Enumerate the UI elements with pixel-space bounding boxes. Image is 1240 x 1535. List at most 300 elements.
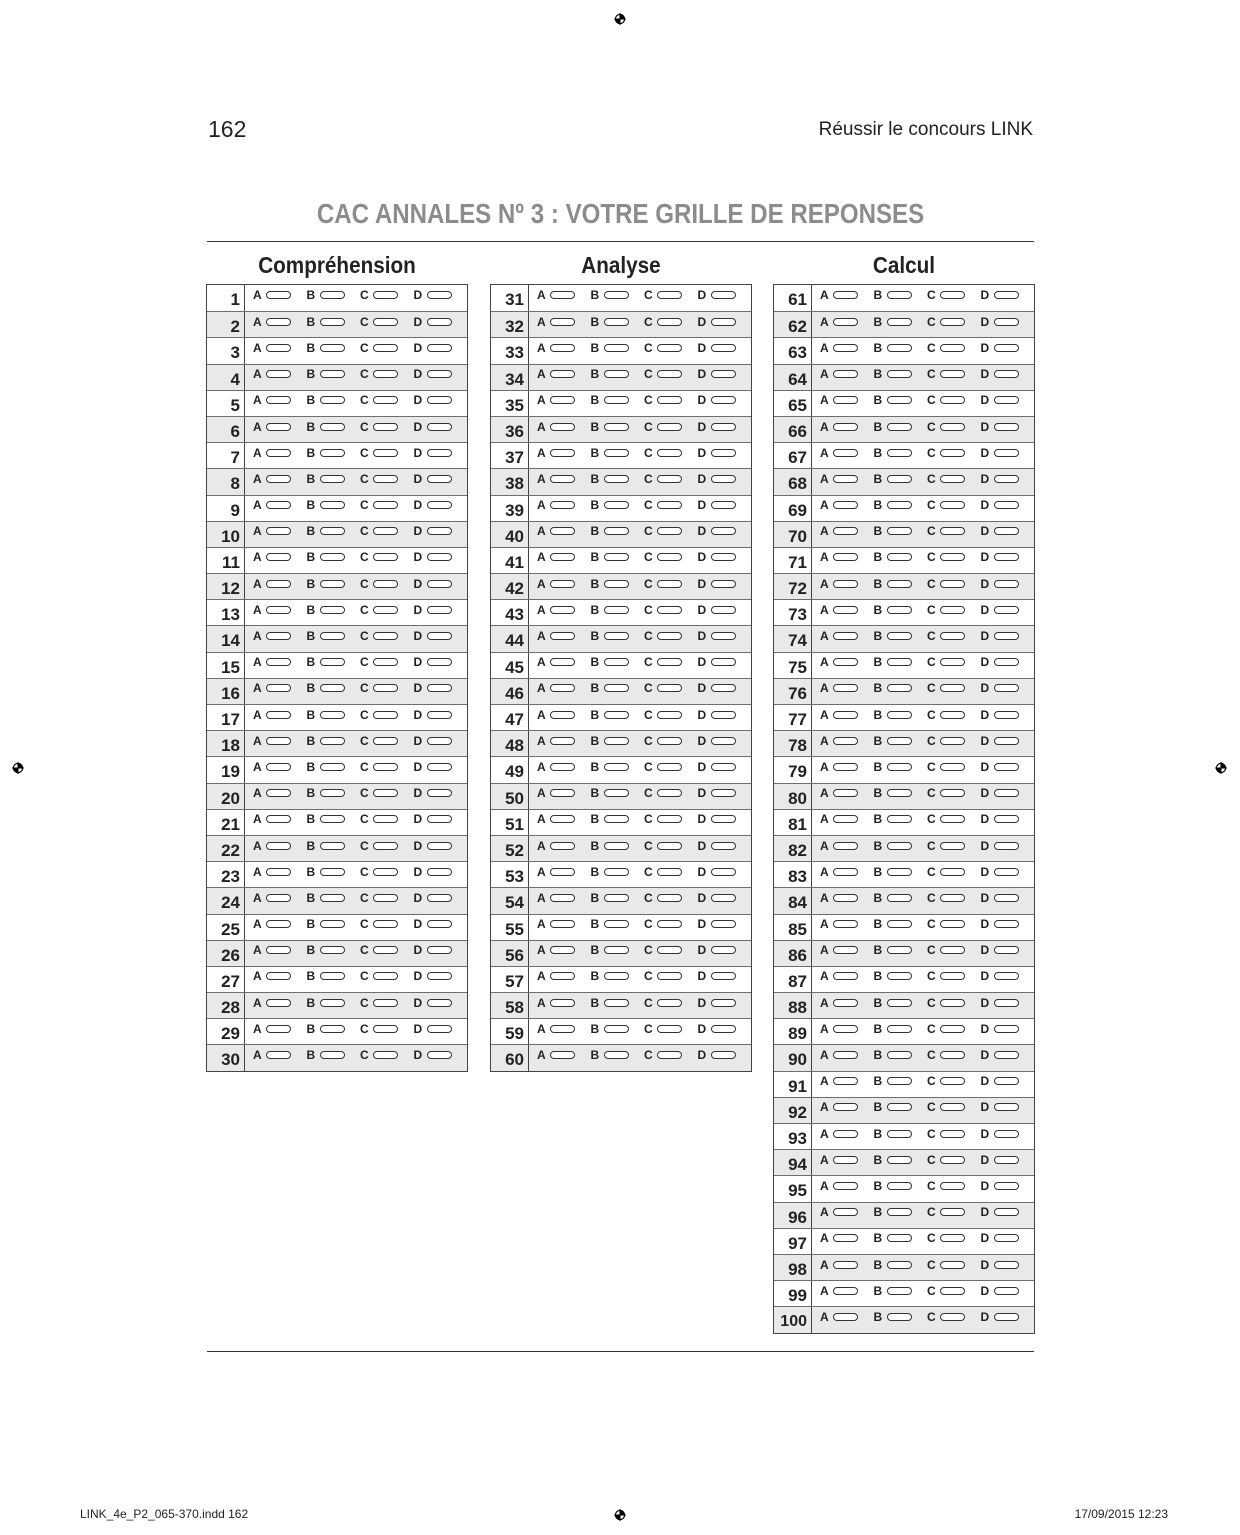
answer-bubble[interactable] xyxy=(427,606,452,614)
answer-bubble[interactable] xyxy=(887,344,912,352)
answer-bubble[interactable] xyxy=(833,1156,858,1164)
answer-bubble[interactable] xyxy=(887,1313,912,1321)
answer-bubble[interactable] xyxy=(427,1025,452,1033)
answer-bubble[interactable] xyxy=(657,449,682,457)
answer-bubble[interactable] xyxy=(887,1234,912,1242)
answer-bubble[interactable] xyxy=(833,684,858,692)
answer-bubble[interactable] xyxy=(833,1234,858,1242)
answer-bubble[interactable] xyxy=(320,370,345,378)
answer-bubble[interactable] xyxy=(994,1234,1019,1242)
answer-bubble[interactable] xyxy=(266,658,291,666)
answer-bubble[interactable] xyxy=(887,527,912,535)
answer-bubble[interactable] xyxy=(711,737,736,745)
answer-bubble[interactable] xyxy=(940,344,965,352)
answer-bubble[interactable] xyxy=(657,737,682,745)
answer-bubble[interactable] xyxy=(940,1077,965,1085)
answer-bubble[interactable] xyxy=(373,475,398,483)
answer-bubble[interactable] xyxy=(711,1025,736,1033)
answer-bubble[interactable] xyxy=(887,868,912,876)
answer-bubble[interactable] xyxy=(940,475,965,483)
answer-bubble[interactable] xyxy=(711,684,736,692)
answer-bubble[interactable] xyxy=(550,842,575,850)
answer-bubble[interactable] xyxy=(550,527,575,535)
answer-bubble[interactable] xyxy=(940,1103,965,1111)
answer-bubble[interactable] xyxy=(657,815,682,823)
answer-bubble[interactable] xyxy=(320,501,345,509)
answer-bubble[interactable] xyxy=(994,815,1019,823)
answer-bubble[interactable] xyxy=(266,606,291,614)
answer-bubble[interactable] xyxy=(657,789,682,797)
answer-bubble[interactable] xyxy=(373,868,398,876)
answer-bubble[interactable] xyxy=(887,291,912,299)
answer-bubble[interactable] xyxy=(373,449,398,457)
answer-bubble[interactable] xyxy=(266,370,291,378)
answer-bubble[interactable] xyxy=(427,894,452,902)
answer-bubble[interactable] xyxy=(833,449,858,457)
answer-bubble[interactable] xyxy=(266,946,291,954)
answer-bubble[interactable] xyxy=(320,344,345,352)
answer-bubble[interactable] xyxy=(266,580,291,588)
answer-bubble[interactable] xyxy=(604,1051,629,1059)
answer-bubble[interactable] xyxy=(833,972,858,980)
answer-bubble[interactable] xyxy=(657,842,682,850)
answer-bubble[interactable] xyxy=(833,1103,858,1111)
answer-bubble[interactable] xyxy=(373,972,398,980)
answer-bubble[interactable] xyxy=(887,684,912,692)
answer-bubble[interactable] xyxy=(940,737,965,745)
answer-bubble[interactable] xyxy=(711,972,736,980)
answer-bubble[interactable] xyxy=(833,946,858,954)
answer-bubble[interactable] xyxy=(657,999,682,1007)
answer-bubble[interactable] xyxy=(994,789,1019,797)
answer-bubble[interactable] xyxy=(550,291,575,299)
answer-bubble[interactable] xyxy=(833,737,858,745)
answer-bubble[interactable] xyxy=(657,318,682,326)
answer-bubble[interactable] xyxy=(887,1051,912,1059)
answer-bubble[interactable] xyxy=(833,842,858,850)
answer-bubble[interactable] xyxy=(657,423,682,431)
answer-bubble[interactable] xyxy=(940,1208,965,1216)
answer-bubble[interactable] xyxy=(994,1077,1019,1085)
answer-bubble[interactable] xyxy=(657,972,682,980)
answer-bubble[interactable] xyxy=(887,658,912,666)
answer-bubble[interactable] xyxy=(887,423,912,431)
answer-bubble[interactable] xyxy=(711,344,736,352)
answer-bubble[interactable] xyxy=(550,344,575,352)
answer-bubble[interactable] xyxy=(657,475,682,483)
answer-bubble[interactable] xyxy=(427,763,452,771)
answer-bubble[interactable] xyxy=(550,1025,575,1033)
answer-bubble[interactable] xyxy=(887,711,912,719)
answer-bubble[interactable] xyxy=(994,1103,1019,1111)
answer-bubble[interactable] xyxy=(373,501,398,509)
answer-bubble[interactable] xyxy=(266,999,291,1007)
answer-bubble[interactable] xyxy=(373,344,398,352)
answer-bubble[interactable] xyxy=(266,737,291,745)
answer-bubble[interactable] xyxy=(427,370,452,378)
answer-bubble[interactable] xyxy=(266,842,291,850)
answer-bubble[interactable] xyxy=(833,1130,858,1138)
answer-bubble[interactable] xyxy=(550,763,575,771)
answer-bubble[interactable] xyxy=(940,632,965,640)
answer-bubble[interactable] xyxy=(604,894,629,902)
answer-bubble[interactable] xyxy=(887,370,912,378)
answer-bubble[interactable] xyxy=(320,606,345,614)
answer-bubble[interactable] xyxy=(320,423,345,431)
answer-bubble[interactable] xyxy=(940,920,965,928)
answer-bubble[interactable] xyxy=(887,999,912,1007)
answer-bubble[interactable] xyxy=(320,972,345,980)
answer-bubble[interactable] xyxy=(657,291,682,299)
answer-bubble[interactable] xyxy=(604,606,629,614)
answer-bubble[interactable] xyxy=(833,632,858,640)
answer-bubble[interactable] xyxy=(266,789,291,797)
answer-bubble[interactable] xyxy=(887,449,912,457)
answer-bubble[interactable] xyxy=(373,894,398,902)
answer-bubble[interactable] xyxy=(940,553,965,561)
answer-bubble[interactable] xyxy=(994,344,1019,352)
answer-bubble[interactable] xyxy=(550,711,575,719)
answer-bubble[interactable] xyxy=(711,527,736,535)
answer-bubble[interactable] xyxy=(887,1156,912,1164)
answer-bubble[interactable] xyxy=(711,999,736,1007)
answer-bubble[interactable] xyxy=(266,475,291,483)
answer-bubble[interactable] xyxy=(887,789,912,797)
answer-bubble[interactable] xyxy=(657,580,682,588)
answer-bubble[interactable] xyxy=(373,291,398,299)
answer-bubble[interactable] xyxy=(604,553,629,561)
answer-bubble[interactable] xyxy=(550,580,575,588)
answer-bubble[interactable] xyxy=(940,789,965,797)
answer-bubble[interactable] xyxy=(657,501,682,509)
answer-bubble[interactable] xyxy=(604,370,629,378)
answer-bubble[interactable] xyxy=(550,999,575,1007)
answer-bubble[interactable] xyxy=(994,318,1019,326)
answer-bubble[interactable] xyxy=(373,632,398,640)
answer-bubble[interactable] xyxy=(711,501,736,509)
answer-bubble[interactable] xyxy=(940,1025,965,1033)
answer-bubble[interactable] xyxy=(320,868,345,876)
answer-bubble[interactable] xyxy=(887,1130,912,1138)
answer-bubble[interactable] xyxy=(887,972,912,980)
answer-bubble[interactable] xyxy=(711,449,736,457)
answer-bubble[interactable] xyxy=(940,423,965,431)
answer-bubble[interactable] xyxy=(266,396,291,404)
answer-bubble[interactable] xyxy=(427,344,452,352)
answer-bubble[interactable] xyxy=(940,711,965,719)
answer-bubble[interactable] xyxy=(833,318,858,326)
answer-bubble[interactable] xyxy=(550,946,575,954)
answer-bubble[interactable] xyxy=(266,684,291,692)
answer-bubble[interactable] xyxy=(833,396,858,404)
answer-bubble[interactable] xyxy=(373,553,398,561)
answer-bubble[interactable] xyxy=(940,972,965,980)
answer-bubble[interactable] xyxy=(994,370,1019,378)
answer-bubble[interactable] xyxy=(833,658,858,666)
answer-bubble[interactable] xyxy=(833,1261,858,1269)
answer-bubble[interactable] xyxy=(940,606,965,614)
answer-bubble[interactable] xyxy=(550,396,575,404)
answer-bubble[interactable] xyxy=(940,1287,965,1295)
answer-bubble[interactable] xyxy=(657,920,682,928)
answer-bubble[interactable] xyxy=(833,1025,858,1033)
answer-bubble[interactable] xyxy=(940,370,965,378)
answer-bubble[interactable] xyxy=(373,1025,398,1033)
answer-bubble[interactable] xyxy=(994,1208,1019,1216)
answer-bubble[interactable] xyxy=(266,553,291,561)
answer-bubble[interactable] xyxy=(320,763,345,771)
answer-bubble[interactable] xyxy=(550,868,575,876)
answer-bubble[interactable] xyxy=(711,868,736,876)
answer-bubble[interactable] xyxy=(373,606,398,614)
answer-bubble[interactable] xyxy=(604,737,629,745)
answer-bubble[interactable] xyxy=(833,999,858,1007)
answer-bubble[interactable] xyxy=(373,711,398,719)
answer-bubble[interactable] xyxy=(320,632,345,640)
answer-bubble[interactable] xyxy=(427,475,452,483)
answer-bubble[interactable] xyxy=(320,1025,345,1033)
answer-bubble[interactable] xyxy=(427,632,452,640)
answer-bubble[interactable] xyxy=(940,527,965,535)
answer-bubble[interactable] xyxy=(833,344,858,352)
answer-bubble[interactable] xyxy=(604,763,629,771)
answer-bubble[interactable] xyxy=(550,423,575,431)
answer-bubble[interactable] xyxy=(266,449,291,457)
answer-bubble[interactable] xyxy=(266,920,291,928)
answer-bubble[interactable] xyxy=(320,658,345,666)
answer-bubble[interactable] xyxy=(550,501,575,509)
answer-bubble[interactable] xyxy=(373,946,398,954)
answer-bubble[interactable] xyxy=(320,711,345,719)
answer-bubble[interactable] xyxy=(994,606,1019,614)
answer-bubble[interactable] xyxy=(887,763,912,771)
answer-bubble[interactable] xyxy=(427,396,452,404)
answer-bubble[interactable] xyxy=(994,553,1019,561)
answer-bubble[interactable] xyxy=(711,946,736,954)
answer-bubble[interactable] xyxy=(266,815,291,823)
answer-bubble[interactable] xyxy=(427,449,452,457)
answer-bubble[interactable] xyxy=(994,1051,1019,1059)
answer-bubble[interactable] xyxy=(550,370,575,378)
answer-bubble[interactable] xyxy=(887,1182,912,1190)
answer-bubble[interactable] xyxy=(604,580,629,588)
answer-bubble[interactable] xyxy=(320,318,345,326)
answer-bubble[interactable] xyxy=(833,291,858,299)
answer-bubble[interactable] xyxy=(320,553,345,561)
answer-bubble[interactable] xyxy=(994,999,1019,1007)
answer-bubble[interactable] xyxy=(994,1156,1019,1164)
answer-bubble[interactable] xyxy=(940,658,965,666)
answer-bubble[interactable] xyxy=(711,658,736,666)
answer-bubble[interactable] xyxy=(373,1051,398,1059)
answer-bubble[interactable] xyxy=(887,1025,912,1033)
answer-bubble[interactable] xyxy=(373,684,398,692)
answer-bubble[interactable] xyxy=(427,658,452,666)
answer-bubble[interactable] xyxy=(604,344,629,352)
answer-bubble[interactable] xyxy=(887,1077,912,1085)
answer-bubble[interactable] xyxy=(604,527,629,535)
answer-bubble[interactable] xyxy=(711,606,736,614)
answer-bubble[interactable] xyxy=(833,527,858,535)
answer-bubble[interactable] xyxy=(833,1208,858,1216)
answer-bubble[interactable] xyxy=(833,1182,858,1190)
answer-bubble[interactable] xyxy=(940,1313,965,1321)
answer-bubble[interactable] xyxy=(711,475,736,483)
answer-bubble[interactable] xyxy=(266,711,291,719)
answer-bubble[interactable] xyxy=(427,423,452,431)
answer-bubble[interactable] xyxy=(427,815,452,823)
answer-bubble[interactable] xyxy=(320,291,345,299)
answer-bubble[interactable] xyxy=(550,737,575,745)
answer-bubble[interactable] xyxy=(887,815,912,823)
answer-bubble[interactable] xyxy=(994,1287,1019,1295)
answer-bubble[interactable] xyxy=(887,1208,912,1216)
answer-bubble[interactable] xyxy=(266,1051,291,1059)
answer-bubble[interactable] xyxy=(427,711,452,719)
answer-bubble[interactable] xyxy=(320,475,345,483)
answer-bubble[interactable] xyxy=(994,711,1019,719)
answer-bubble[interactable] xyxy=(887,606,912,614)
answer-bubble[interactable] xyxy=(373,580,398,588)
answer-bubble[interactable] xyxy=(994,920,1019,928)
answer-bubble[interactable] xyxy=(657,632,682,640)
answer-bubble[interactable] xyxy=(833,1051,858,1059)
answer-bubble[interactable] xyxy=(833,763,858,771)
answer-bubble[interactable] xyxy=(657,606,682,614)
answer-bubble[interactable] xyxy=(604,396,629,404)
answer-bubble[interactable] xyxy=(604,291,629,299)
answer-bubble[interactable] xyxy=(320,946,345,954)
answer-bubble[interactable] xyxy=(994,1261,1019,1269)
answer-bubble[interactable] xyxy=(833,711,858,719)
answer-bubble[interactable] xyxy=(711,763,736,771)
answer-bubble[interactable] xyxy=(994,475,1019,483)
answer-bubble[interactable] xyxy=(604,999,629,1007)
answer-bubble[interactable] xyxy=(994,737,1019,745)
answer-bubble[interactable] xyxy=(994,1182,1019,1190)
answer-bubble[interactable] xyxy=(994,1025,1019,1033)
answer-bubble[interactable] xyxy=(711,553,736,561)
answer-bubble[interactable] xyxy=(940,396,965,404)
answer-bubble[interactable] xyxy=(320,789,345,797)
answer-bubble[interactable] xyxy=(940,501,965,509)
answer-bubble[interactable] xyxy=(657,658,682,666)
answer-bubble[interactable] xyxy=(711,789,736,797)
answer-bubble[interactable] xyxy=(320,842,345,850)
answer-bubble[interactable] xyxy=(266,423,291,431)
answer-bubble[interactable] xyxy=(940,1051,965,1059)
answer-bubble[interactable] xyxy=(994,842,1019,850)
answer-bubble[interactable] xyxy=(887,737,912,745)
answer-bubble[interactable] xyxy=(887,475,912,483)
answer-bubble[interactable] xyxy=(711,1051,736,1059)
answer-bubble[interactable] xyxy=(940,1261,965,1269)
answer-bubble[interactable] xyxy=(940,842,965,850)
answer-bubble[interactable] xyxy=(994,763,1019,771)
answer-bubble[interactable] xyxy=(657,1051,682,1059)
answer-bubble[interactable] xyxy=(427,501,452,509)
answer-bubble[interactable] xyxy=(550,449,575,457)
answer-bubble[interactable] xyxy=(373,370,398,378)
answer-bubble[interactable] xyxy=(427,920,452,928)
answer-bubble[interactable] xyxy=(604,423,629,431)
answer-bubble[interactable] xyxy=(887,894,912,902)
answer-bubble[interactable] xyxy=(604,632,629,640)
answer-bubble[interactable] xyxy=(604,946,629,954)
answer-bubble[interactable] xyxy=(887,1103,912,1111)
answer-bubble[interactable] xyxy=(833,868,858,876)
answer-bubble[interactable] xyxy=(373,527,398,535)
answer-bubble[interactable] xyxy=(994,684,1019,692)
answer-bubble[interactable] xyxy=(940,684,965,692)
answer-bubble[interactable] xyxy=(833,553,858,561)
answer-bubble[interactable] xyxy=(320,527,345,535)
answer-bubble[interactable] xyxy=(427,946,452,954)
answer-bubble[interactable] xyxy=(427,291,452,299)
answer-bubble[interactable] xyxy=(373,842,398,850)
answer-bubble[interactable] xyxy=(604,501,629,509)
answer-bubble[interactable] xyxy=(833,475,858,483)
answer-bubble[interactable] xyxy=(604,789,629,797)
answer-bubble[interactable] xyxy=(373,737,398,745)
answer-bubble[interactable] xyxy=(373,999,398,1007)
answer-bubble[interactable] xyxy=(940,894,965,902)
answer-bubble[interactable] xyxy=(833,606,858,614)
answer-bubble[interactable] xyxy=(833,815,858,823)
answer-bubble[interactable] xyxy=(994,501,1019,509)
answer-bubble[interactable] xyxy=(887,396,912,404)
answer-bubble[interactable] xyxy=(711,370,736,378)
answer-bubble[interactable] xyxy=(711,632,736,640)
answer-bubble[interactable] xyxy=(833,1077,858,1085)
answer-bubble[interactable] xyxy=(266,868,291,876)
answer-bubble[interactable] xyxy=(711,423,736,431)
answer-bubble[interactable] xyxy=(994,1130,1019,1138)
answer-bubble[interactable] xyxy=(604,475,629,483)
answer-bubble[interactable] xyxy=(994,580,1019,588)
answer-bubble[interactable] xyxy=(373,658,398,666)
answer-bubble[interactable] xyxy=(833,789,858,797)
answer-bubble[interactable] xyxy=(657,946,682,954)
answer-bubble[interactable] xyxy=(657,344,682,352)
answer-bubble[interactable] xyxy=(427,972,452,980)
answer-bubble[interactable] xyxy=(994,396,1019,404)
answer-bubble[interactable] xyxy=(711,842,736,850)
answer-bubble[interactable] xyxy=(940,946,965,954)
answer-bubble[interactable] xyxy=(550,1051,575,1059)
answer-bubble[interactable] xyxy=(940,999,965,1007)
answer-bubble[interactable] xyxy=(373,763,398,771)
answer-bubble[interactable] xyxy=(266,632,291,640)
answer-bubble[interactable] xyxy=(427,999,452,1007)
answer-bubble[interactable] xyxy=(994,868,1019,876)
answer-bubble[interactable] xyxy=(550,318,575,326)
answer-bubble[interactable] xyxy=(994,1313,1019,1321)
answer-bubble[interactable] xyxy=(994,291,1019,299)
answer-bubble[interactable] xyxy=(711,920,736,928)
answer-bubble[interactable] xyxy=(940,815,965,823)
answer-bubble[interactable] xyxy=(266,972,291,980)
answer-bubble[interactable] xyxy=(550,475,575,483)
answer-bubble[interactable] xyxy=(427,737,452,745)
answer-bubble[interactable] xyxy=(994,946,1019,954)
answer-bubble[interactable] xyxy=(833,894,858,902)
answer-bubble[interactable] xyxy=(604,920,629,928)
answer-bubble[interactable] xyxy=(550,606,575,614)
answer-bubble[interactable] xyxy=(550,894,575,902)
answer-bubble[interactable] xyxy=(373,318,398,326)
answer-bubble[interactable] xyxy=(604,868,629,876)
